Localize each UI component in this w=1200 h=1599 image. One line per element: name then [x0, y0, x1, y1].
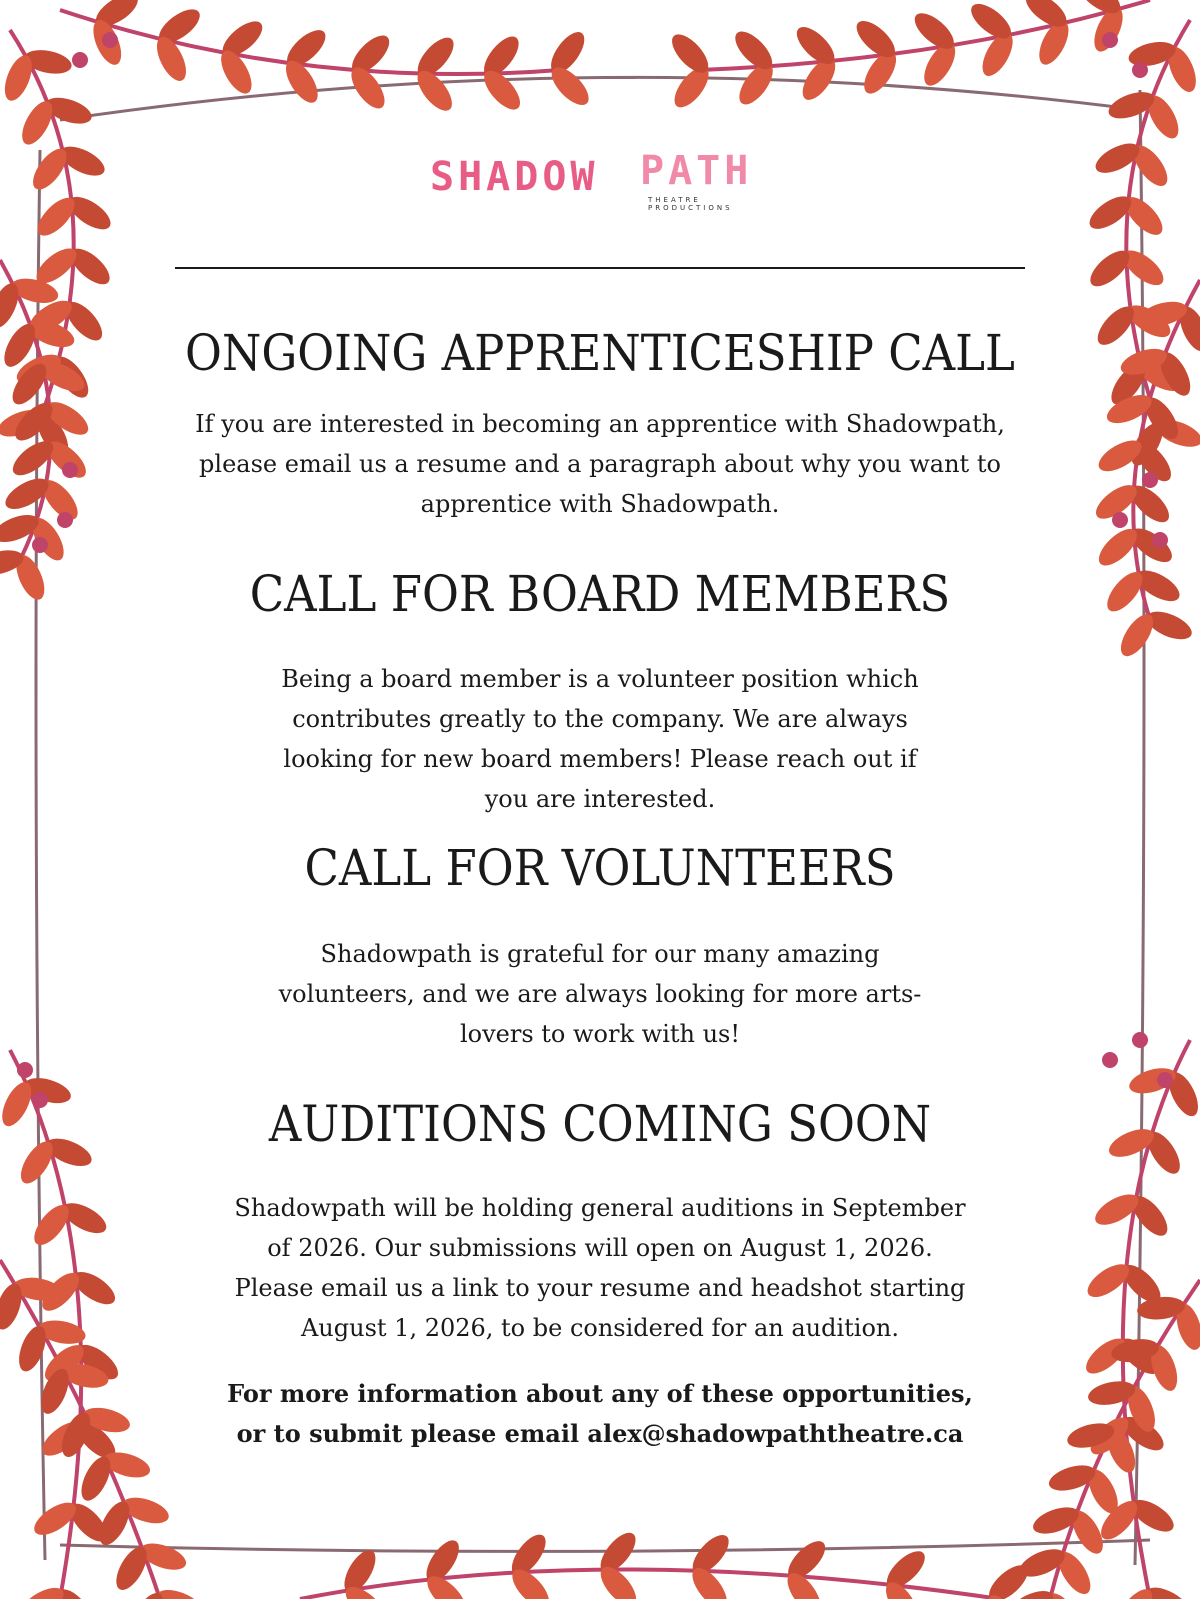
berry	[1157, 1072, 1173, 1088]
berry	[1152, 532, 1168, 548]
logo-subtitle-line1: THEATRE	[648, 196, 701, 204]
berry	[1132, 62, 1148, 78]
auditions-heading: AUDITIONS COMING SOON	[268, 1095, 932, 1153]
volunteers-body: Shadowpath is grateful for our many amazing volunteers, and we are always looking for more arts-lovers to work with us!	[278, 940, 922, 1048]
berry	[32, 1092, 48, 1108]
board-heading: CALL FOR BOARD MEMBERS	[249, 565, 951, 623]
leaf	[1030, 1502, 1083, 1539]
contact-footer-line1: For more information about any of these opportunities,	[227, 1379, 973, 1408]
logo-word-shadow: SHADOW	[430, 154, 599, 200]
header-divider	[175, 267, 1025, 269]
auditions-body: Shadowpath will be holding general auditions in September of 2026. Our submissions will open on August 1, 2026. Please email us a link to your resume and headshot starting August 1, 2026, to be considered for an audition.	[234, 1194, 966, 1342]
apprenticeship-heading: ONGOING APPRENTICESHIP CALL	[185, 324, 1015, 382]
berry	[72, 52, 88, 68]
shadowpath-logo	[430, 148, 770, 222]
berry	[1112, 512, 1128, 528]
berry	[1102, 1052, 1118, 1068]
berry	[102, 32, 118, 48]
berry	[62, 462, 78, 478]
volunteers-heading: CALL FOR VOLUNTEERS	[304, 839, 896, 897]
logo-word-path: PATH	[640, 148, 753, 194]
contact-footer-line2: or to submit please email alex@shadowpaththeatre.ca	[236, 1419, 964, 1448]
berry	[57, 512, 73, 528]
berry	[32, 537, 48, 553]
logo-subtitle	[648, 196, 768, 212]
board-body: Being a board member is a volunteer position which contributes greatly to the company. We are always looking for new board members! Please reach out if you are interested.	[281, 665, 919, 813]
apprenticeship-body: If you are interested in becoming an apprentice with Shadowpath, please email us a resume and a paragraph about why you want to apprentice with Shadowpath.	[195, 410, 1005, 518]
leaf	[1105, 87, 1158, 124]
berry	[1132, 1032, 1148, 1048]
logo-subtitle-line2: PRODUCTIONS	[648, 204, 733, 212]
leaf	[1046, 1461, 1098, 1496]
berry	[1102, 32, 1118, 48]
berry	[1142, 472, 1158, 488]
contact-footer	[200, 1374, 1000, 1454]
berry	[17, 1062, 33, 1078]
